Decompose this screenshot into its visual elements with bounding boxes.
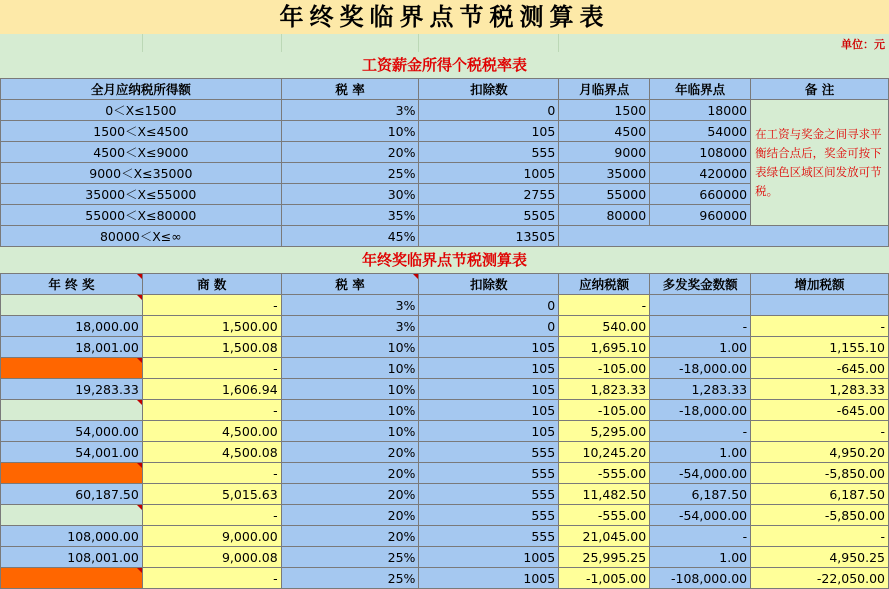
bonus-cell[interactable]: [1, 295, 143, 316]
bonus-cell[interactable]: 1,500.00: [142, 316, 281, 337]
bonus-cell[interactable]: 19,283.33: [1, 379, 143, 400]
bonus-cell[interactable]: -: [142, 505, 281, 526]
table-row: [1, 316, 889, 337]
rate-cell[interactable]: 1005: [419, 163, 559, 184]
bonus-cell[interactable]: 10,245.20: [559, 442, 650, 463]
bonus-cell[interactable]: -: [559, 295, 650, 316]
bonus-cell[interactable]: -: [142, 358, 281, 379]
table-row: [1, 400, 889, 421]
bonus-cell[interactable]: 60,187.50: [1, 484, 143, 505]
rate-cell[interactable]: 55000＜X≤80000: [1, 205, 282, 226]
bonus-cell[interactable]: -: [650, 316, 751, 337]
rate-cell[interactable]: 0: [419, 100, 559, 121]
bonus-header-cell[interactable]: 多发奖金数额: [650, 274, 751, 295]
rate-cell[interactable]: 55000: [559, 184, 650, 205]
bonus-cell[interactable]: 1,500.08: [142, 337, 281, 358]
bonus-cell[interactable]: -: [751, 526, 889, 547]
bonus-cell[interactable]: 18,000.00: [1, 316, 143, 337]
rate-header-cell[interactable]: 全月应纳税所得额: [1, 79, 282, 100]
remark-note[interactable]: 在工资与奖金之间寻求平衡结合点后，奖金可按下表绿色区域区间发放可节税。: [751, 100, 889, 226]
rate-cell[interactable]: 420000: [650, 163, 751, 184]
bonus-cell[interactable]: 108,001.00: [1, 547, 143, 568]
table-row: [1, 295, 889, 316]
bonus-cell[interactable]: 105: [419, 379, 559, 400]
bonus-cell[interactable]: -105.00: [559, 358, 650, 379]
rate-cell[interactable]: 108000: [650, 142, 751, 163]
bonus-cell[interactable]: 10%: [281, 421, 419, 442]
table-row: [1, 526, 889, 547]
table-row: [1, 568, 889, 589]
bonus-cell[interactable]: 555: [419, 526, 559, 547]
bonus-cell[interactable]: [1, 400, 143, 421]
rate-cell[interactable]: 80000＜X≤∞: [1, 226, 282, 247]
rate-cell[interactable]: 105: [419, 121, 559, 142]
bonus-cell[interactable]: -18,000.00: [650, 358, 751, 379]
bonus-cell[interactable]: -: [650, 526, 751, 547]
bonus-cell[interactable]: 3%: [281, 316, 419, 337]
bonus-cell[interactable]: 1,283.33: [650, 379, 751, 400]
bonus-cell[interactable]: 105: [419, 337, 559, 358]
bonus-cell[interactable]: 1,155.10: [751, 337, 889, 358]
table-row: [1, 226, 889, 247]
bonus-cell[interactable]: 10%: [281, 358, 419, 379]
rate-cell[interactable]: 20%: [281, 142, 419, 163]
bonus-cell[interactable]: -645.00: [751, 358, 889, 379]
bonus-cell[interactable]: 4,950.25: [751, 547, 889, 568]
bonus-header-cell[interactable]: 增加税额: [751, 274, 889, 295]
table-row: [1, 463, 889, 484]
rate-cell[interactable]: 660000: [650, 184, 751, 205]
rate-cell[interactable]: 2755: [419, 184, 559, 205]
bonus-cell[interactable]: [650, 295, 751, 316]
rate-cell[interactable]: 1500＜X≤4500: [1, 121, 282, 142]
bonus-cell[interactable]: -: [142, 568, 281, 589]
unit-label: 单位：元: [841, 38, 885, 51]
bonus-cell[interactable]: 6,187.50: [650, 484, 751, 505]
bonus-cell[interactable]: 21,045.00: [559, 526, 650, 547]
bonus-cell[interactable]: 0: [419, 316, 559, 337]
bonus-cell[interactable]: 20%: [281, 442, 419, 463]
blank-row-strip: [0, 34, 889, 52]
rate-header-cell[interactable]: 年临界点: [650, 79, 751, 100]
bonus-cell[interactable]: [1, 568, 143, 589]
table-row: [1, 442, 889, 463]
bonus-cell[interactable]: 105: [419, 421, 559, 442]
bonus-cell[interactable]: -54,000.00: [650, 463, 751, 484]
bonus-cell[interactable]: 9,000.00: [142, 526, 281, 547]
bonus-cell[interactable]: 540.00: [559, 316, 650, 337]
bonus-cell[interactable]: 1005: [419, 568, 559, 589]
bonus-cell[interactable]: -54,000.00: [650, 505, 751, 526]
bonus-cell[interactable]: 6,187.50: [751, 484, 889, 505]
bonus-cell[interactable]: -: [142, 400, 281, 421]
rate-cell[interactable]: 54000: [650, 121, 751, 142]
rate-cell[interactable]: 80000: [559, 205, 650, 226]
bonus-cell[interactable]: 54,001.00: [1, 442, 143, 463]
rate-cell[interactable]: 30%: [281, 184, 419, 205]
bonus-cell[interactable]: -645.00: [751, 400, 889, 421]
bonus-cell[interactable]: -5,850.00: [751, 463, 889, 484]
rate-header-cell[interactable]: 扣除数: [419, 79, 559, 100]
bonus-cell[interactable]: 0: [419, 295, 559, 316]
bonus-cell[interactable]: 20%: [281, 484, 419, 505]
bonus-header-cell[interactable]: 税 率: [281, 274, 419, 295]
rate-header-row: [1, 79, 889, 100]
bonus-cell[interactable]: 1.00: [650, 547, 751, 568]
bonus-cell[interactable]: 10%: [281, 337, 419, 358]
bonus-cell[interactable]: 555: [419, 505, 559, 526]
bonus-cell[interactable]: 3%: [281, 295, 419, 316]
bonus-cell[interactable]: -: [142, 463, 281, 484]
bonus-cell[interactable]: 5,015.63: [142, 484, 281, 505]
rate-cell[interactable]: 5505: [419, 205, 559, 226]
rate-header-cell[interactable]: 税 率: [281, 79, 419, 100]
rate-cell[interactable]: 9000: [559, 142, 650, 163]
rate-header-cell[interactable]: 月临界点: [559, 79, 650, 100]
bonus-cell[interactable]: 20%: [281, 463, 419, 484]
rate-cell[interactable]: 3%: [281, 100, 419, 121]
rate-cell[interactable]: 960000: [650, 205, 751, 226]
bonus-cell[interactable]: 4,500.00: [142, 421, 281, 442]
bonus-table: [0, 273, 889, 589]
bonus-cell[interactable]: 1.00: [650, 442, 751, 463]
table-row: [1, 505, 889, 526]
rate-cell[interactable]: 18000: [650, 100, 751, 121]
rate-cell[interactable]: 45%: [281, 226, 419, 247]
bonus-cell[interactable]: 18,001.00: [1, 337, 143, 358]
rate-cell[interactable]: 4500: [559, 121, 650, 142]
rate-cell[interactable]: 13505: [419, 226, 559, 247]
bonus-cell[interactable]: 105: [419, 400, 559, 421]
bonus-cell[interactable]: 9,000.08: [142, 547, 281, 568]
bonus-cell[interactable]: -105.00: [559, 400, 650, 421]
bonus-cell[interactable]: 5,295.00: [559, 421, 650, 442]
bonus-cell[interactable]: 10%: [281, 379, 419, 400]
bonus-cell[interactable]: [1, 505, 143, 526]
rate-cell[interactable]: 4500＜X≤9000: [1, 142, 282, 163]
bonus-cell[interactable]: 10%: [281, 400, 419, 421]
bonus-header-cell[interactable]: 商 数: [142, 274, 281, 295]
rate-cell[interactable]: [559, 226, 889, 247]
table-row: [1, 484, 889, 505]
bonus-cell[interactable]: 555: [419, 463, 559, 484]
rate-cell[interactable]: 1500: [559, 100, 650, 121]
bonus-cell[interactable]: -: [751, 316, 889, 337]
bonus-cell[interactable]: 4,500.08: [142, 442, 281, 463]
bonus-cell[interactable]: 54,000.00: [1, 421, 143, 442]
bonus-cell[interactable]: -22,050.00: [751, 568, 889, 589]
bonus-cell[interactable]: 1005: [419, 547, 559, 568]
bonus-cell[interactable]: 4,950.20: [751, 442, 889, 463]
bonus-cell[interactable]: -555.00: [559, 505, 650, 526]
rate-cell[interactable]: 35000: [559, 163, 650, 184]
bonus-cell[interactable]: -: [142, 295, 281, 316]
bonus-cell[interactable]: -18,000.00: [650, 400, 751, 421]
bonus-cell[interactable]: [1, 358, 143, 379]
table-row: [1, 547, 889, 568]
bonus-cell[interactable]: -: [650, 421, 751, 442]
rate-cell[interactable]: 0＜X≤1500: [1, 100, 282, 121]
rate-cell[interactable]: 35000＜X≤55000: [1, 184, 282, 205]
bonus-cell[interactable]: 108,000.00: [1, 526, 143, 547]
bonus-cell[interactable]: 1.00: [650, 337, 751, 358]
sheet-title: 年终奖临界点节税测算表: [0, 0, 889, 34]
rate-table: [0, 78, 889, 247]
bonus-cell[interactable]: -5,850.00: [751, 505, 889, 526]
bonus-cell[interactable]: 25%: [281, 547, 419, 568]
bonus-cell[interactable]: [751, 295, 889, 316]
bonus-cell[interactable]: 25,995.25: [559, 547, 650, 568]
bonus-header-row: [1, 274, 889, 295]
bonus-cell[interactable]: -555.00: [559, 463, 650, 484]
bonus-cell[interactable]: -1,005.00: [559, 568, 650, 589]
rate-cell[interactable]: 25%: [281, 163, 419, 184]
bonus-cell[interactable]: 555: [419, 484, 559, 505]
bonus-cell[interactable]: 105: [419, 358, 559, 379]
bonus-cell[interactable]: [1, 463, 143, 484]
rate-cell[interactable]: 9000＜X≤35000: [1, 163, 282, 184]
table-row: [1, 358, 889, 379]
rate-table-title: 工资薪金所得个税税率表: [0, 52, 889, 78]
bonus-cell[interactable]: 1,283.33: [751, 379, 889, 400]
bonus-cell[interactable]: 11,482.50: [559, 484, 650, 505]
bonus-header-cell[interactable]: 应纳税额: [559, 274, 650, 295]
table-row: [1, 337, 889, 358]
rate-header-cell[interactable]: 备 注: [751, 79, 889, 100]
rate-cell[interactable]: 555: [419, 142, 559, 163]
bonus-header-cell[interactable]: 扣除数: [419, 274, 559, 295]
bonus-cell[interactable]: 555: [419, 442, 559, 463]
rate-cell[interactable]: 10%: [281, 121, 419, 142]
rate-cell[interactable]: 35%: [281, 205, 419, 226]
bonus-header-cell[interactable]: 年 终 奖: [1, 274, 143, 295]
bonus-cell[interactable]: 25%: [281, 568, 419, 589]
bonus-cell[interactable]: -108,000.00: [650, 568, 751, 589]
bonus-cell[interactable]: 20%: [281, 505, 419, 526]
bonus-table-title: 年终奖临界点节税测算表: [0, 247, 889, 273]
table-row: [1, 421, 889, 442]
bonus-cell[interactable]: 1,695.10: [559, 337, 650, 358]
bonus-cell[interactable]: 20%: [281, 526, 419, 547]
table-row: [1, 100, 889, 121]
bonus-cell[interactable]: -: [751, 421, 889, 442]
bonus-cell[interactable]: 1,606.94: [142, 379, 281, 400]
bonus-cell[interactable]: 1,823.33: [559, 379, 650, 400]
table-row: [1, 379, 889, 400]
